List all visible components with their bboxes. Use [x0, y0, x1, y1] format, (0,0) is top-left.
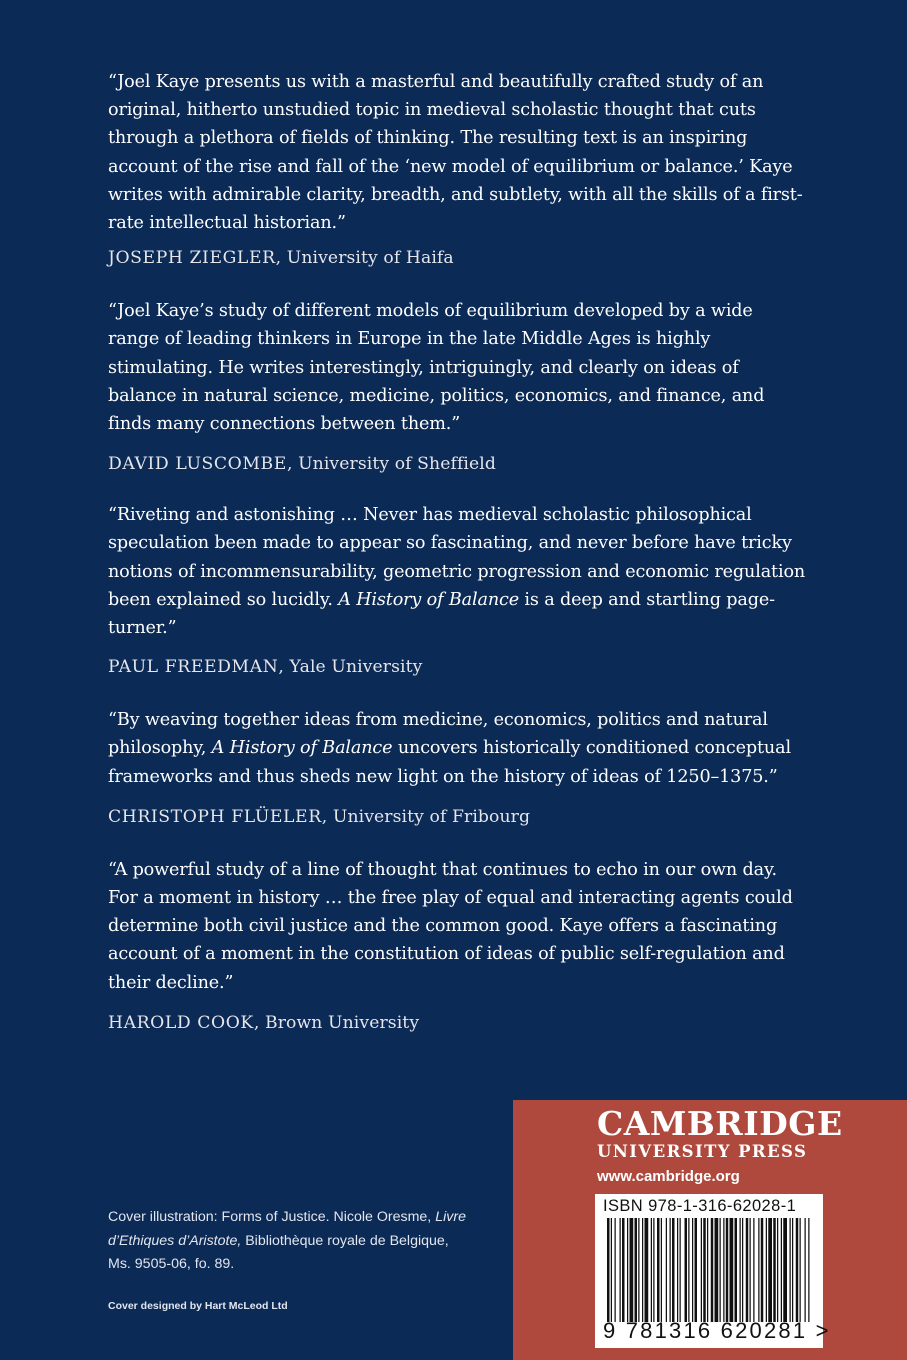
reviewer-name: DAVID LUSCOMBE	[108, 454, 287, 475]
barcode-bar	[800, 1218, 801, 1322]
publisher-url: www.cambridge.org	[597, 1168, 740, 1185]
barcode-bar	[796, 1218, 799, 1322]
barcode-bar	[703, 1218, 706, 1322]
barcode-bar	[638, 1218, 639, 1322]
reviewer-name: JOSEPH ZIEGLER	[108, 248, 276, 269]
reviewer-name: CHRISTOPH FLÜELER	[108, 806, 322, 827]
barcode-bar	[657, 1218, 660, 1322]
review-attribution-2	[108, 452, 808, 476]
barcode-bar	[645, 1218, 649, 1322]
quote-text: is a deep and startling page-turner.”	[108, 589, 775, 639]
barcode-bar	[692, 1218, 693, 1322]
barcode-bar	[695, 1218, 698, 1322]
barcode-bars	[605, 1218, 813, 1322]
barcode-bar	[685, 1218, 688, 1322]
barcode-bar	[783, 1218, 787, 1322]
isbn-barcode	[595, 1194, 831, 1348]
review-quote-5: “A powerful study of a line of thought that continues to echo in our own day. For a moment in history … the free play of equal and interacting agents could determine both civil justice and the common good. Kaye offers a fascinating account of a moment in the constitution of ideas of public self-regulation and their decline.”	[108, 859, 793, 993]
barcode-bar	[670, 1218, 671, 1322]
review-attribution-5	[108, 1011, 808, 1035]
reviewer-affiliation: , Yale University	[278, 657, 423, 678]
cover-illustration-credit	[108, 1206, 468, 1277]
barcode-bar	[661, 1218, 662, 1322]
credit-title: Livre d’Ethiques d’Aristote,	[108, 1209, 466, 1249]
barcode-bar	[805, 1218, 806, 1322]
reviewer-affiliation: , University of Haifa	[275, 248, 454, 269]
review-quote-4	[108, 706, 808, 791]
barcode-bar	[701, 1218, 702, 1322]
publisher-panel	[513, 1100, 907, 1360]
barcode-bar	[735, 1218, 738, 1322]
reviewer-affiliation: , University of Fribourg	[321, 806, 531, 827]
book-title: A History of Balance	[211, 738, 393, 759]
reviewer-affiliation: , University of Sheffield	[286, 454, 496, 475]
barcode-bar	[680, 1218, 681, 1322]
barcode-bar	[672, 1218, 675, 1322]
barcode-bar	[726, 1218, 729, 1322]
barcode-bar	[761, 1218, 764, 1322]
review-quote-2: “Joel Kaye’s study of different models of equilibrium developed by a wide range of leading thinkers in Europe in the late Middle Ages is highly stimulating. He writes interestingly, intriguingly, and clearly on ideas of balance in natural science, medicine, politics, economics, and finance, and finds many connections between them.”	[108, 301, 765, 435]
reviewer-name: HAROLD COOK	[108, 1012, 254, 1033]
barcode-bar	[635, 1218, 638, 1322]
barcode-bar	[688, 1218, 689, 1322]
quote-text: uncovers historically conditioned conceptual frameworks and thus sheds new light on the history of ideas of 1250–1375.”	[108, 738, 791, 787]
barcode-bar	[781, 1218, 782, 1322]
barcode-bar	[620, 1218, 621, 1322]
barcode-bar	[666, 1218, 667, 1322]
barcode-bar	[627, 1218, 628, 1322]
barcode-bar	[615, 1218, 616, 1322]
review-attribution-1	[108, 246, 808, 270]
barcode-bar	[611, 1218, 612, 1322]
barcode-bar	[642, 1218, 643, 1322]
barcode-bar	[758, 1218, 759, 1322]
review-quote-3	[108, 501, 808, 642]
barcode-bar	[715, 1218, 719, 1322]
isbn-label: ISBN 978-1-316-62028-1	[603, 1197, 797, 1215]
barcode-bar	[630, 1218, 634, 1322]
reviews-section	[108, 68, 808, 1035]
publisher-logo-subtitle: UNIVERSITY PRESS	[597, 1142, 808, 1161]
review-quote-1: “Joel Kaye presents us with a masterful and beautifully crafted study of an original, hitherto unstudied topic in medieval scholastic thought that cuts through a plethora of fields of thinking. The resulting text is an inspiring account of the rise and fall of the ‘new model of equilibrium or balance.’ Kaye writes with admirable clarity, breadth, and subtlety, with all the skills of a first-rate intellectual historian.”	[108, 72, 803, 234]
barcode-bar	[653, 1218, 654, 1322]
barcode-bar	[740, 1218, 741, 1322]
barcode-bar	[707, 1218, 708, 1322]
barcode-bar	[753, 1218, 754, 1322]
reviewer-name: PAUL FREEDMAN	[108, 657, 279, 678]
publisher-logo-name: CAMBRIDGE	[597, 1104, 843, 1143]
barcode-bar	[768, 1218, 772, 1322]
barcode-bar	[792, 1218, 793, 1322]
barcode-bar	[790, 1218, 791, 1322]
barcode-bar	[711, 1218, 714, 1322]
barcode-bar	[677, 1218, 678, 1322]
barcode-bar	[723, 1218, 724, 1322]
barcode-bar	[730, 1218, 734, 1322]
barcode-bar	[777, 1218, 778, 1322]
barcode-bar	[808, 1218, 809, 1322]
credit-text: Bibliothèque royale de Belgique, Ms. 9505-06, fo. 89.	[108, 1232, 449, 1272]
barcode-bar	[746, 1218, 749, 1322]
review-attribution-4	[108, 805, 808, 829]
barcode-bar	[750, 1218, 751, 1322]
barcode-digits: 9 781316 620281 >	[603, 1318, 831, 1343]
reviewer-affiliation: , Brown University	[253, 1012, 420, 1033]
barcode-bar	[651, 1218, 652, 1322]
book-title: A History of Balance	[338, 589, 519, 610]
review-attribution-3	[108, 655, 808, 679]
cover-designer-credit: Cover designed by Hart McLeod Ltd	[108, 1300, 288, 1312]
barcode-bar	[607, 1218, 610, 1322]
barcode-bar	[766, 1218, 767, 1322]
barcode-bar	[622, 1218, 625, 1322]
quote-text: “By weaving together ideas from medicine, economics, politics and natural philosophy,	[108, 710, 768, 759]
barcode-bar	[773, 1218, 776, 1322]
credit-text: Cover illustration: Forms of Justice. Nicole Oresme,	[108, 1209, 436, 1225]
barcode-bar	[742, 1218, 743, 1322]
barcode-bar	[720, 1218, 721, 1322]
quote-text: “Riveting and astonishing … Never has medieval scholastic philosophical speculation been made to appear so fascinating, and never before have tricky notions of incommensurability, geometric progression and economic regulation been explained so lucidly.	[108, 505, 806, 610]
